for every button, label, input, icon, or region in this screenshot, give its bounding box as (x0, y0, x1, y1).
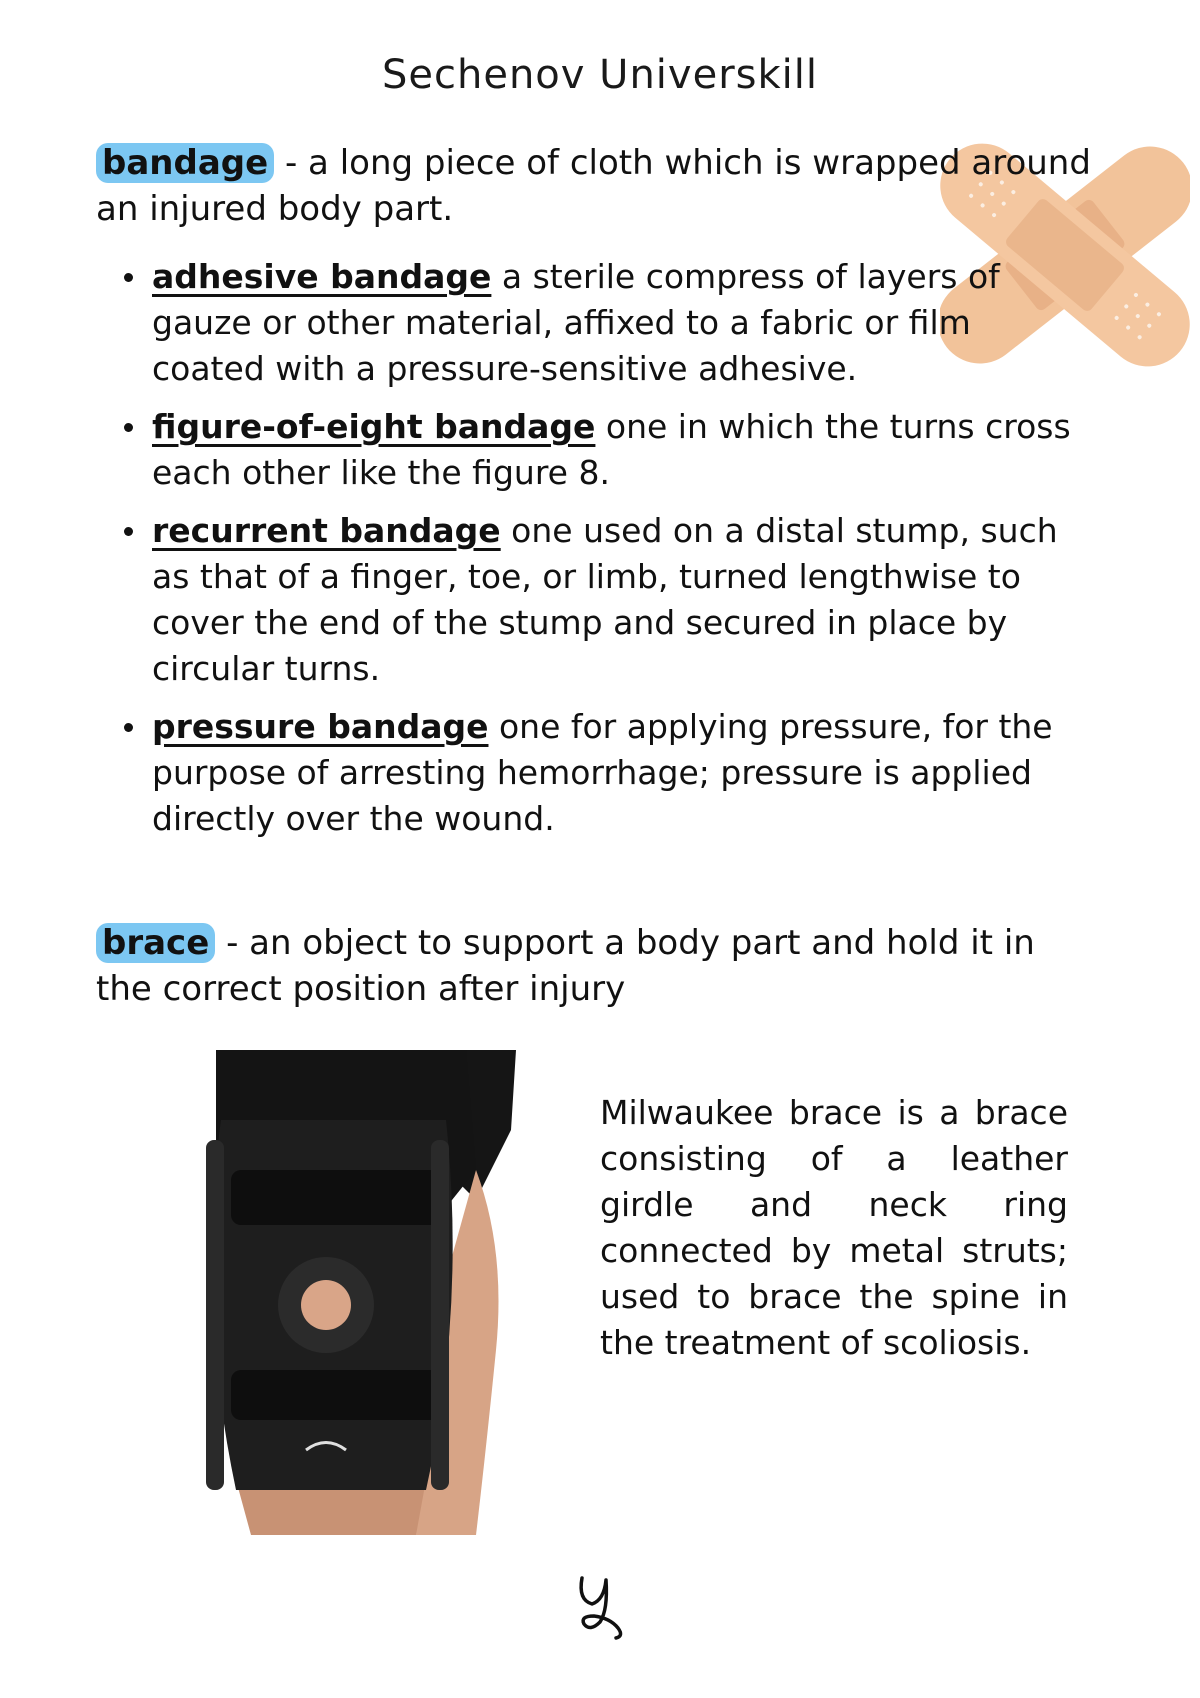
bandage-definition (96, 140, 1096, 232)
bandage-definition-text: - a long piece of cloth which is wrapped around an injured body part. (96, 143, 1091, 229)
term-recurrent-bandage: recurrent bandage (152, 511, 501, 550)
adhesive-bandage-text: a sterile compress of layers of gauze or other material, affixed to a fabric or film coated with a pressure-sensitive adhesive. (152, 257, 1000, 388)
term-adhesive-bandage: adhesive bandage (152, 257, 492, 296)
brace-description: Milwaukee brace is a brace consisting of a leather girdle and neck ring connected by metal struts; used to brace the spine in the treatment of scoliosis. (600, 1093, 1068, 1362)
recurrent-bandage-text: one used on a distal stump, such as that of a finger, toe, or limb, turned lengthwise to cover the end of the stump and secured in place by circular turns. (152, 511, 1058, 688)
term-brace: brace (96, 923, 215, 963)
figure-of-eight-text: one in which the turns cross each other like the figure 8. (152, 407, 1071, 492)
brace-definition-text: - an object to support a body part and hold it in the correct position after injury (96, 923, 1035, 1009)
term-figure-of-eight-bandage: figure-of-eight bandage (152, 407, 596, 446)
page-title: Sechenov Universkill (382, 52, 818, 98)
list-item (118, 254, 1078, 392)
bandage-types-list (118, 254, 1078, 854)
brace-definition (96, 920, 1096, 1012)
knee-brace-photo (176, 1050, 516, 1535)
universkill-logo-icon (570, 1570, 630, 1645)
list-item (118, 704, 1078, 842)
term-pressure-bandage: pressure bandage (152, 707, 489, 746)
pressure-bandage-text: one for applying pressure, for the purpose of arresting hemorrhage; pressure is applied directly over the wound. (152, 707, 1053, 838)
term-bandage: bandage (96, 143, 274, 183)
list-item (118, 404, 1078, 496)
list-item (118, 508, 1078, 692)
